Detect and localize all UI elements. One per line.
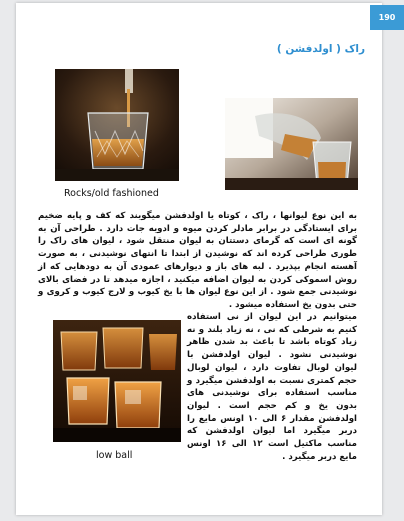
rocks-caption: Rocks/old fashioned <box>64 188 159 199</box>
section-title: راک ( اولدفشن ) <box>276 43 365 55</box>
body-paragraph-top <box>38 210 357 312</box>
pouring-glass-photo <box>55 69 179 181</box>
document-page <box>16 3 396 515</box>
lowball-glasses-photo <box>53 320 181 442</box>
page-number: 190 <box>378 13 396 22</box>
lowball-caption: low ball <box>96 450 133 461</box>
body-paragraph-side <box>187 311 357 463</box>
paragraph-top-text: به این نوع لیوانها ، راک ، کوتاه یا اولدفشن میگویند که کف و پایه ضخیم برای ایستادگی در برابر مادلر کردن میوه و ادویه جات دارد . طراحی آن به گونه ای است که گرمای دستتان به لیوان منتقل شود ، لیوان های راک را طوری طراحی کرده اند که نوشیدن از ابتدا تا انتهای نوشیدنی ، به صورت آهسته انجام بپذیرد . لبه های باز و دیوارهای عمودی آن به دودهایی که از روش اسموکی کردن به لیوان اضافه میکنید ، اجازه میدهد تا در فضای بالای نوشیدنی جمع شود . از این نوع لیوان ها با یخ کیوب و لارج کیوب و کروی و حتی بدون یخ استفاده میشود . <box>38 211 357 310</box>
page-number-badge <box>370 5 404 30</box>
tilted-glass-photo <box>225 98 358 190</box>
paragraph-side-text: میتوانیم در این لیوان از نی استفاده کنیم به شرطی که نی ، نه زیاد بلند و نه زیاد کوتاه باشد تا باعث بد شدن ظاهر نوشیدنی نشود . لیوان اولدفشن با لیوان لوبال تفاوت دارد ، لیوان لوبال حجم کمتری نسبت به اولدفشن میگیرد و مناسب استفاده برای نوشیدنی های بدون یخ و کم حجم است . لیوان اولدفشن مقدار ۶ الی ۱۰ اونس مایع را دربر میگیرد اما لیوان اولدفشن که مناسب ماکتیل است ۱۲ الی ۱۶ اونس مایع دربر میگیرد . <box>187 312 358 462</box>
